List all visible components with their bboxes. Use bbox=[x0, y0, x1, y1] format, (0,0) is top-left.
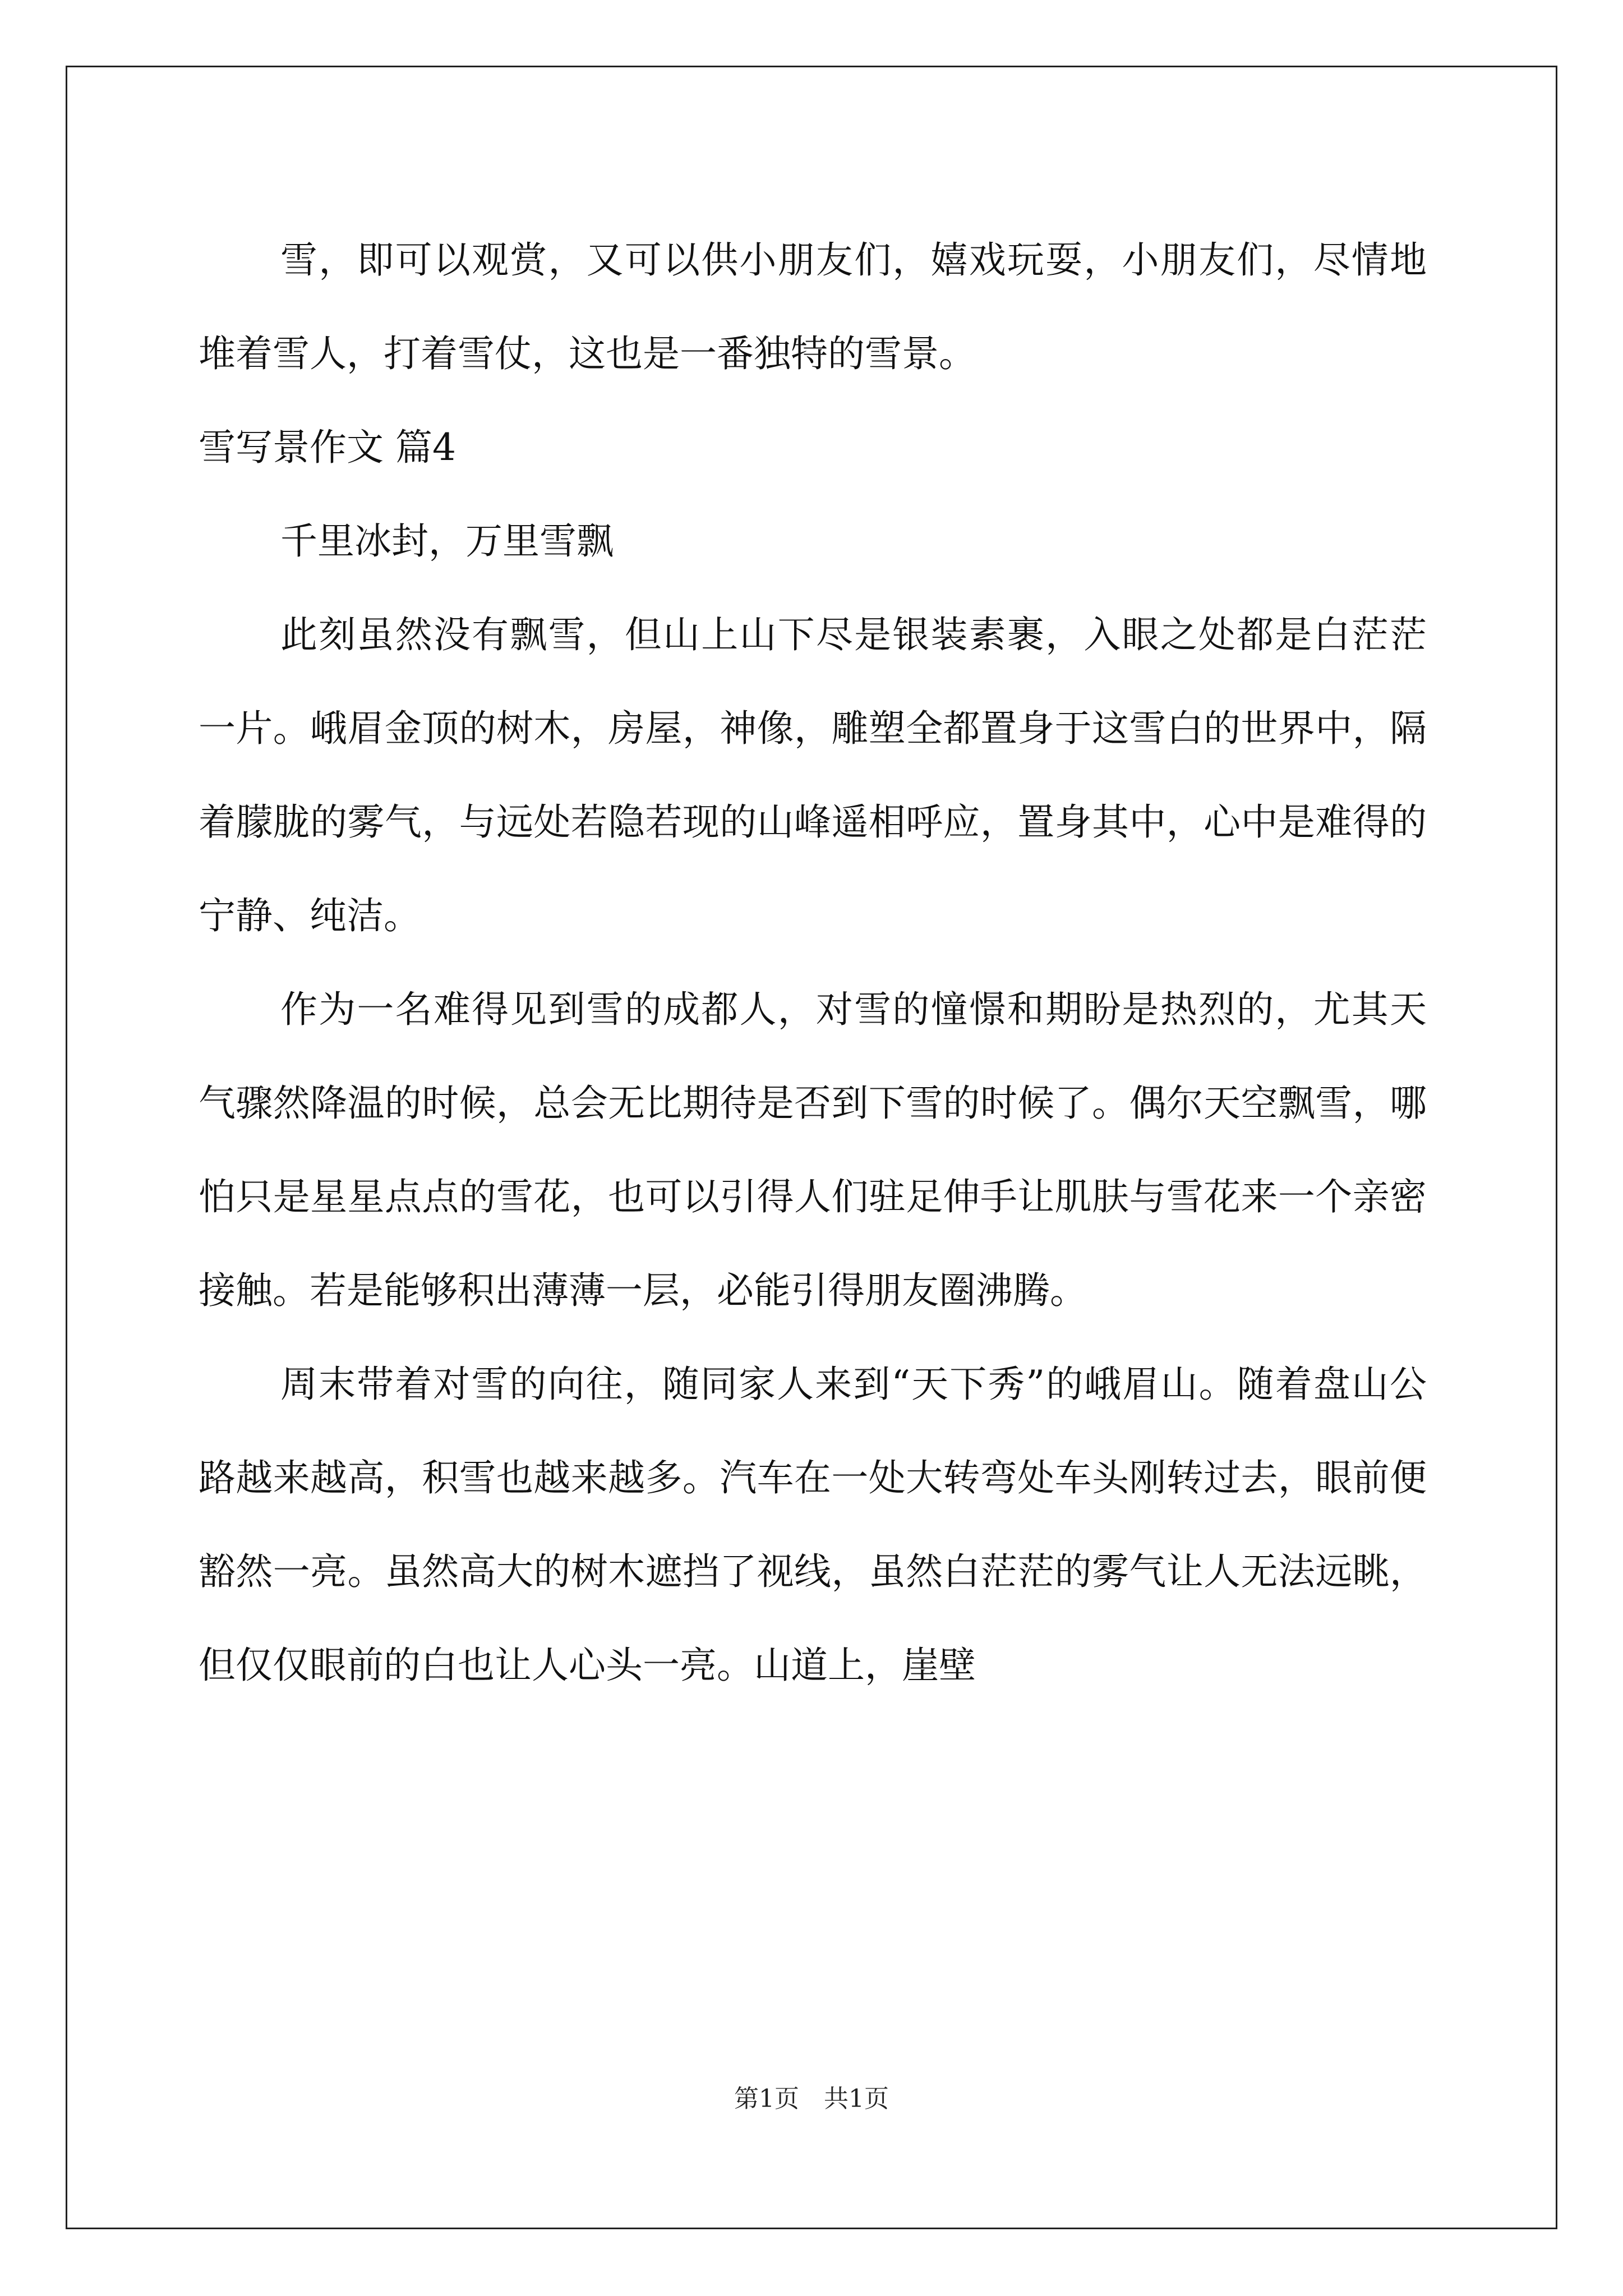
paragraph: 周末带着对雪的向往，随同家人来到“天下秀”的峨眉山。随着盘山公路越来越高，积雪也越来越多。汽车在一处大转弯处车头刚转过去，眼前便豁然一亮。虽然高大的树木遮挡了视线，虽然白茫茫的雾气让人无法远眺，但仅仅眼前的白也让人心头一亮。山道上，崖壁 bbox=[199, 1363, 1427, 1687]
page-footer: 第1页 共1页 bbox=[734, 2085, 889, 2113]
paragraph: 千里冰封，万里雪飘 bbox=[280, 519, 614, 563]
paragraph: 作为一名难得见到雪的成都人，对雪的憧憬和期盼是热烈的，尤其天气骤然降温的时候，总会无比期待是否到下雪的时候了。偶尔天空飘雪，哪怕只是星星点点的雪花，也可以引得人们驻足伸手让肌肤与雪花来一个亲密接触。若是能够积出薄薄一层，必能引得朋友圈沸腾。 bbox=[199, 988, 1427, 1312]
document-body bbox=[199, 213, 1427, 1712]
section-heading: 雪写景作文 篇4 bbox=[199, 426, 456, 469]
paragraph: 此刻虽然没有飘雪，但山上山下尽是银装素裹，入眼之处都是白茫茫一片。峨眉金顶的树木，房屋，神像，雕塑全都置身于这雪白的世界中，隔着朦胧的雾气，与远处若隐若现的山峰遥相呼应，置身其中，心中是难得的宁静、纯洁。 bbox=[199, 613, 1427, 937]
paragraph: 雪，即可以观赏，又可以供小朋友们，嬉戏玩耍，小朋友们，尽情地堆着雪人，打着雪仗，这也是一番独特的雪景。 bbox=[199, 238, 1427, 375]
